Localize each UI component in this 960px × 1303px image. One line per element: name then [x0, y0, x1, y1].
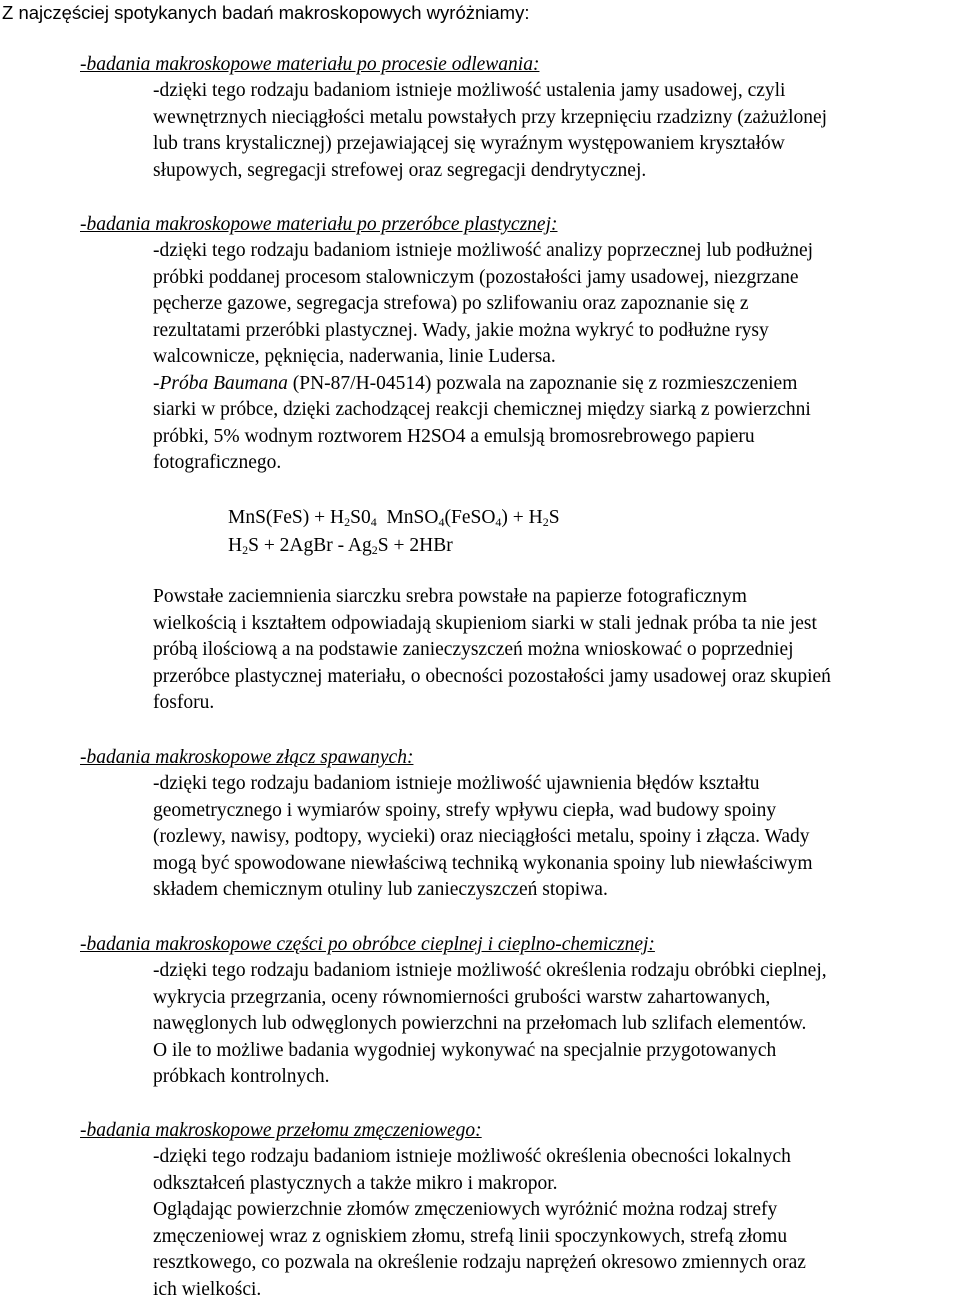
text-line: mogą być spowodowane niewłaściwą techniką wykonania spoiny lub niewłaściwym — [153, 851, 960, 878]
document-intro: Z najczęściej spotykanych badań makroskopowych wyróżniamy: — [2, 0, 529, 26]
formula-part: (FeSO — [445, 507, 496, 528]
formula-part: S — [549, 507, 560, 528]
text-line: wielkością i kształtem odpowiadają skupieniom siarki w stali jednak próba ta nie jest — [153, 611, 960, 638]
text-line: nawęglonych lub odwęglonych powierzchni na przełomach lub szlifach elementów. — [153, 1011, 960, 1038]
section-title-welded-joints: -badania makroskopowe złącz spawanych: — [80, 745, 413, 772]
formula-subscript: 4 — [371, 515, 377, 529]
text-line: próbki, 5% wodnym roztworem H2SO4 a emulsją bromosrebrowego papieru — [153, 424, 960, 451]
section-body-heat-treatment — [153, 958, 960, 1091]
section-body-fatigue-fracture — [153, 1144, 960, 1303]
section-title-heat-treatment: -badania makroskopowe części po obróbce cieplnej i cieplno-chemicznej: — [80, 932, 655, 959]
text-line: przeróbce plastycznej materiału, o obecności pozostałości jamy usadowej oraz skupień — [153, 664, 960, 691]
formula-part: H — [228, 535, 242, 556]
section-title-plastic-working: -badania makroskopowe materiału po przeróbce plastycznej: — [80, 212, 558, 239]
text-line: Powstałe zaciemnienia siarczku srebra powstałe na papierze fotograficznym — [153, 584, 960, 611]
text-line: lub trans krystalicznej) przejawiającej się wyraźnym występowaniem kryształów — [153, 131, 960, 158]
text-line: pęcherze gazowe, segregacja strefowa) po szlifowaniu oraz zapoznanie się z — [153, 291, 960, 318]
formula-subscript: 2 — [242, 543, 248, 557]
text-line: geometrycznego i wymiarów spoiny, strefy wpływu ciepła, wad budowy spoiny — [153, 798, 960, 825]
text-line: zmęczeniowej wraz z ogniskiem złomu, strefą linii spoczynkowych, strefą złomu — [153, 1224, 960, 1251]
baumann-test-name: Próba Baumana — [160, 373, 288, 394]
formula-subscript: 2 — [372, 543, 378, 557]
formula-part: S + 2AgBr - Ag — [248, 535, 372, 556]
text-line: walcownicze, pęknięcia, naderwania, linie Ludersa. — [153, 344, 960, 371]
text-line: (rozlewy, nawisy, podtopy, wycieki) oraz nieciągłości metalu, spoiny i złącza. Wady — [153, 824, 960, 851]
formula-part: MnSO — [377, 507, 439, 528]
formula-subscript: 4 — [495, 515, 501, 529]
text-line: -dzięki tego rodzaju badaniom istnieje możliwość określenia rodzaju obróbki cieplnej, — [153, 958, 960, 985]
text-line: -dzięki tego rodzaju badaniom istnieje możliwość ustalenia jamy usadowej, czyli — [153, 78, 960, 105]
formula-part: S0 — [350, 507, 371, 528]
formula-subscript: 2 — [543, 515, 549, 529]
text-line: wewnętrznych nieciągłości metalu powstałych przy krzepnięciu rzadzizny (zażużlonej — [153, 105, 960, 132]
formula-part: S + 2HBr — [378, 535, 453, 556]
text-line: słupowych, segregacji strefowej oraz segregacji dendrytycznej. — [153, 158, 960, 185]
text-line: próbki poddanej procesom stalowniczym (pozostałości jamy usadowej, niezgrzane — [153, 265, 960, 292]
chemical-equation-1 — [228, 504, 560, 532]
text-line: -dzięki tego rodzaju badaniom istnieje możliwość analizy poprzecznej lub podłużnej — [153, 238, 960, 265]
baumann-prefix: - — [153, 373, 160, 394]
text-line: -dzięki tego rodzaju badaniom istnieje możliwość ujawnienia błędów kształtu — [153, 771, 960, 798]
text-line: wykrycia przegrzania, oceny równomierności grubości warstw zahartowanych, — [153, 985, 960, 1012]
text-line: siarki w próbce, dzięki zachodzącej reakcji chemicznej między siarką z powierzchni — [153, 397, 960, 424]
baumann-result-paragraph — [153, 584, 960, 717]
section-title-fatigue-fracture: -badania makroskopowe przełomu zmęczeniowego: — [80, 1118, 482, 1145]
text-line: składem chemicznym otuliny lub zanieczyszczeń stopiwa. — [153, 877, 960, 904]
text-line: ich wielkości. — [153, 1277, 960, 1303]
section-body-plastic-working — [153, 238, 960, 477]
text-line: resztkowego, co pozwala na określenie rodzaju naprężeń okresowo zmiennych oraz — [153, 1250, 960, 1277]
chemical-equation-2 — [228, 532, 453, 560]
formula-part: ) + H — [501, 507, 542, 528]
baumann-test-line — [153, 371, 960, 398]
text-line: O ile to możliwe badania wygodniej wykonywać na specjalnie przygotowanych — [153, 1038, 960, 1065]
baumann-test-desc: (PN-87/H-04514) pozwala na zapoznanie się z rozmieszczeniem — [288, 373, 798, 394]
formula-part: MnS(FeS) + H — [228, 507, 344, 528]
text-line: fotograficznego. — [153, 450, 960, 477]
text-line: odkształceń plastycznych a także mikro i makropor. — [153, 1171, 960, 1198]
text-line: rezultatami przeróbki plastycznej. Wady, jakie można wykryć to podłużne rysy — [153, 318, 960, 345]
formula-subscript: 2 — [344, 515, 350, 529]
section-body-casting — [153, 78, 960, 184]
section-title-casting: -badania makroskopowe materiału po procesie odlewania: — [80, 52, 539, 79]
text-line: próbkach kontrolnych. — [153, 1064, 960, 1091]
section-body-welded-joints — [153, 771, 960, 904]
text-line: -dzięki tego rodzaju badaniom istnieje możliwość określenia obecności lokalnych — [153, 1144, 960, 1171]
text-line: próbą ilościową a na podstawie zanieczyszczeń można wnioskować o poprzedniej — [153, 637, 960, 664]
text-line: Oglądając powierzchnie złomów zmęczeniowych wyróżnić można rodzaj strefy — [153, 1197, 960, 1224]
formula-subscript: 4 — [439, 515, 445, 529]
text-line: fosforu. — [153, 690, 960, 717]
